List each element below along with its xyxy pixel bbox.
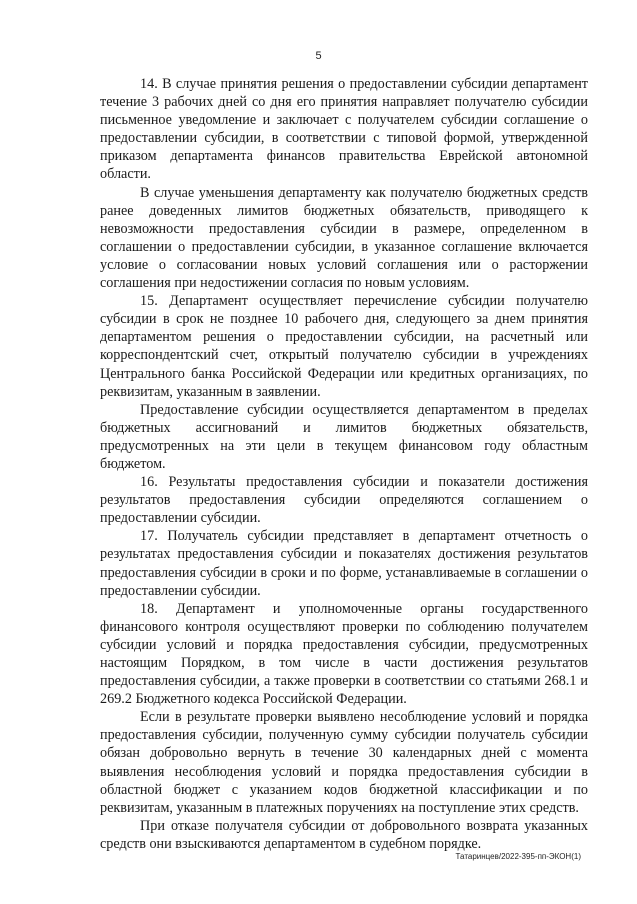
paragraph-16: 16. Результаты предоставления субсидии и показатели достижения результатов предоставления субсидии определяются соглашением о предоставлении субсидии.	[100, 474, 588, 527]
paragraph-17: 17. Получатель субсидии представляет в департамент отчетность о результатах предоставления субсидии и показателях достижения результатов предоставления субсидии в сроки и по форме, устанавливаемые в соглашении о предоставлении субсидии.	[100, 528, 588, 599]
paragraph-18-refusal: При отказе получателя субсидии от добровольного возврата указанных средств они взыскиваются департаментом в судебном порядке.	[100, 817, 588, 852]
paragraph-14-reduction: В случае уменьшения департаменту как получателю бюджетных средств ранее доведенных лимитов бюджетных обязательств, приводящего к невозможности предоставления субсидии в размере, определенном в соглашении о предоставлении субсидии, в указанное соглашение включается условие о согласовании новых условий соглашения или о расторжении соглашения при недостижении согласия по новым условиям.	[100, 184, 588, 292]
paragraph-15-limits: Предоставление субсидии осуществляется департаментом в пределах бюджетных ассигнований и лимитов бюджетных обязательств, предусмотренных на эти цели в текущем финансовом году областным бюджетом.	[100, 401, 588, 472]
paragraph-18: 18. Департамент и уполномоченные органы государственного финансового контроля осуществляют проверки по соблюдению получателем субсидии условий и порядка предоставления субсидии, предусмотренных настоящим Порядком, в том числе в части достижения результатов предоставления субсидии, а также проверки в соответствии со статьями 268.1 и 269.2 Бюджетного кодекса Российской Федерации.	[100, 600, 588, 708]
document-body	[100, 75, 588, 853]
document-registration-code: Татаринцев/2022-395-пп-ЭКОН(1)	[455, 852, 581, 861]
paragraph-15: 15. Департамент осуществляет перечисление субсидии получателю субсидии в срок не позднее 10 рабочего дня, следующего за днем принятия департаментом решения о предоставлении субсидии, на расчетный или корреспондентский счет, открытый получателю субсидии в учреждениях Центрального банка Российской Федерации или кредитных организациях, по реквизитам, указанным в заявлении.	[100, 293, 588, 400]
page-number: 5	[315, 50, 322, 62]
paragraph-18-violation: Если в результате проверки выявлено несоблюдение условий и порядка предоставления субсидии, полученную сумму субсидии получатель субсидии обязан добровольно вернуть в течение 30 календарных дней с момента выявления несоблюдения условий и порядка предоставления субсидии в областной бюджет с указанием кодов бюджетной классификации и по реквизитам, указанным в платежных поручениях на поступление этих средств.	[100, 709, 588, 816]
paragraph-14: 14. В случае принятия решения о предоставлении субсидии департамент течение 3 рабочих дней со дня его принятия направляет получателю субсидии письменное уведомление и заключает с получателем субсидии соглашение о предоставлении субсидии, в соответствии с типовой формой, утвержденной приказом департамента финансов правительства Еврейской автономной области.	[100, 76, 588, 183]
